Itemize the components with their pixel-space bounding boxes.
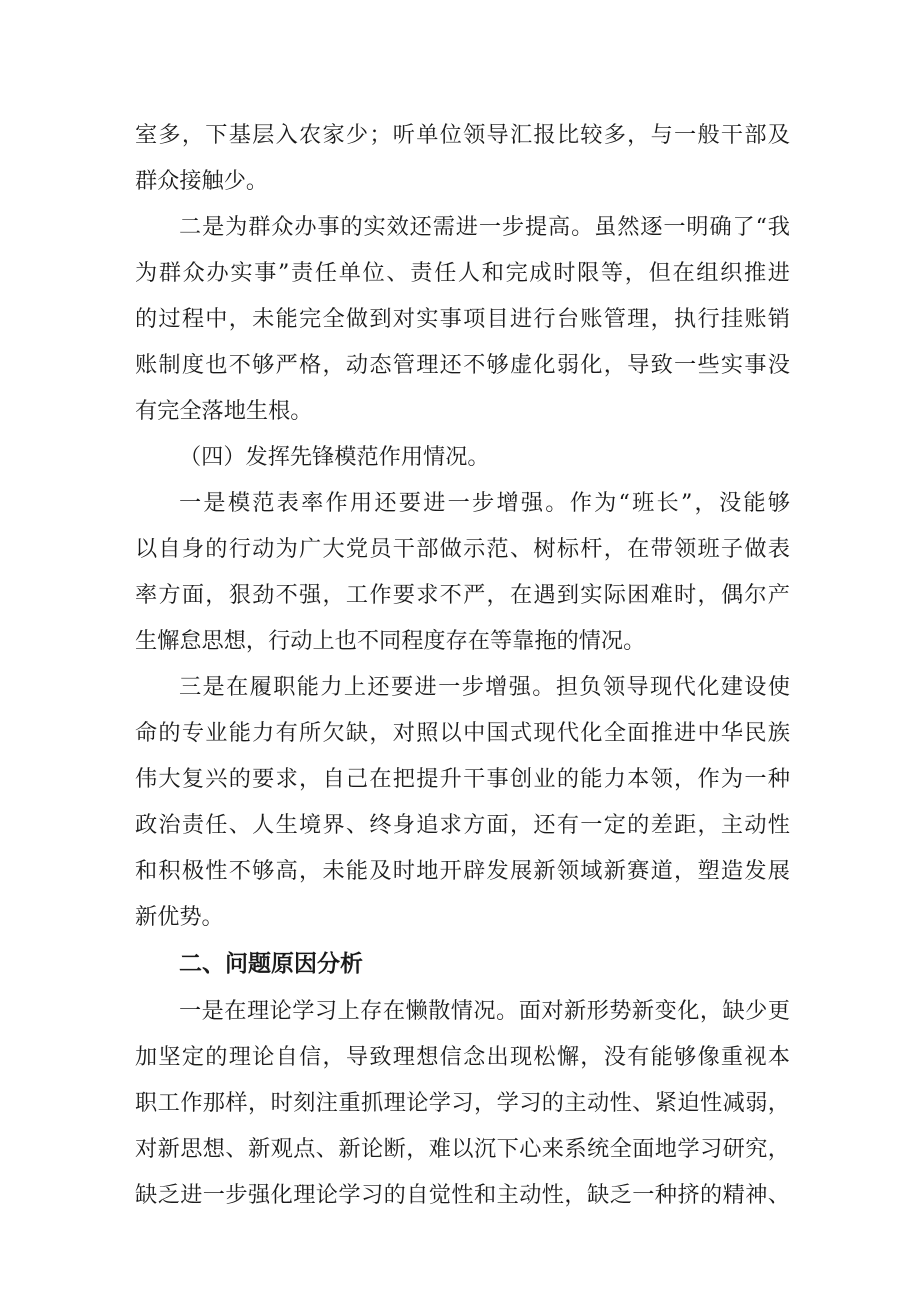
section-subheading: [135, 434, 790, 480]
text-line: 新优势。: [135, 904, 224, 930]
paragraph: [135, 988, 790, 1218]
text-line: 命的专业能力有所欠缺，对照以中国式现代化全面推进中华民族: [135, 720, 790, 746]
text-line: 政治责任、人生境界、终身追求方面，还有一定的差距，主动性: [135, 812, 790, 838]
text-line: 群众接触少。: [135, 168, 269, 194]
text-line: 账制度也不够严格，动态管理还不够虚化弱化，导致一些实事没: [135, 352, 790, 378]
text-line: （四）发挥先锋模范作用情况。: [179, 444, 490, 470]
text-line: 的过程中，未能完全做到对实事项目进行台账管理，执行挂账销: [135, 306, 790, 332]
paragraph: [135, 664, 790, 940]
text-line: 一是模范表率作用还要进一步增强。作为“班长”，没能够: [179, 490, 790, 516]
section-heading: 二、问题原因分析: [179, 951, 363, 977]
text-line: 加坚定的理论自信，导致理想信念出现松懈，没有能够像重视本: [135, 1044, 790, 1070]
text-line: 为群众办实事”责任单位、责任人和完成时限等，但在组织推进: [135, 260, 790, 286]
text-line: 室多，下基层入农家少；听单位领导汇报比较多，与一般干部及: [135, 122, 790, 148]
text-line: 三是在履职能力上还要进一步增强。担负领导现代化建设使: [179, 674, 790, 700]
text-line: 率方面，狠劲不强，工作要求不严，在遇到实际困难时，偶尔产: [135, 582, 790, 608]
paragraph: [135, 112, 790, 204]
text-line: 职工作那样，时刻注重抓理论学习，学习的主动性、紧迫性减弱，: [135, 1090, 790, 1116]
text-line: 二是为群众办事的实效还需进一步提高。虽然逐一明确了“我: [179, 214, 790, 240]
text-line: 缺乏进一步强化理论学习的自觉性和主动性，缺乏一种挤的精神、: [135, 1182, 790, 1208]
text-line: 生懈怠思想，行动上也不同程度存在等靠拖的情况。: [135, 628, 646, 654]
text-line: 伟大复兴的要求，自己在把提升干事创业的能力本领，作为一种: [135, 766, 790, 792]
paragraph: [135, 480, 790, 664]
text-line: 有完全落地生根。: [135, 398, 313, 424]
text-line: 对新思想、新观点、新论断，难以沉下心来系统全面地学习研究，: [135, 1136, 790, 1162]
document-page: [135, 112, 790, 1218]
paragraph: [135, 204, 790, 434]
text-line: 以自身的行动为广大党员干部做示范、树标杆，在带领班子做表: [135, 536, 790, 562]
text-line: 一是在理论学习上存在懒散情况。面对新形势新变化，缺少更: [179, 998, 790, 1024]
text-line: 和积极性不够高，未能及时地开辟发展新领域新赛道，塑造发展: [135, 858, 790, 884]
